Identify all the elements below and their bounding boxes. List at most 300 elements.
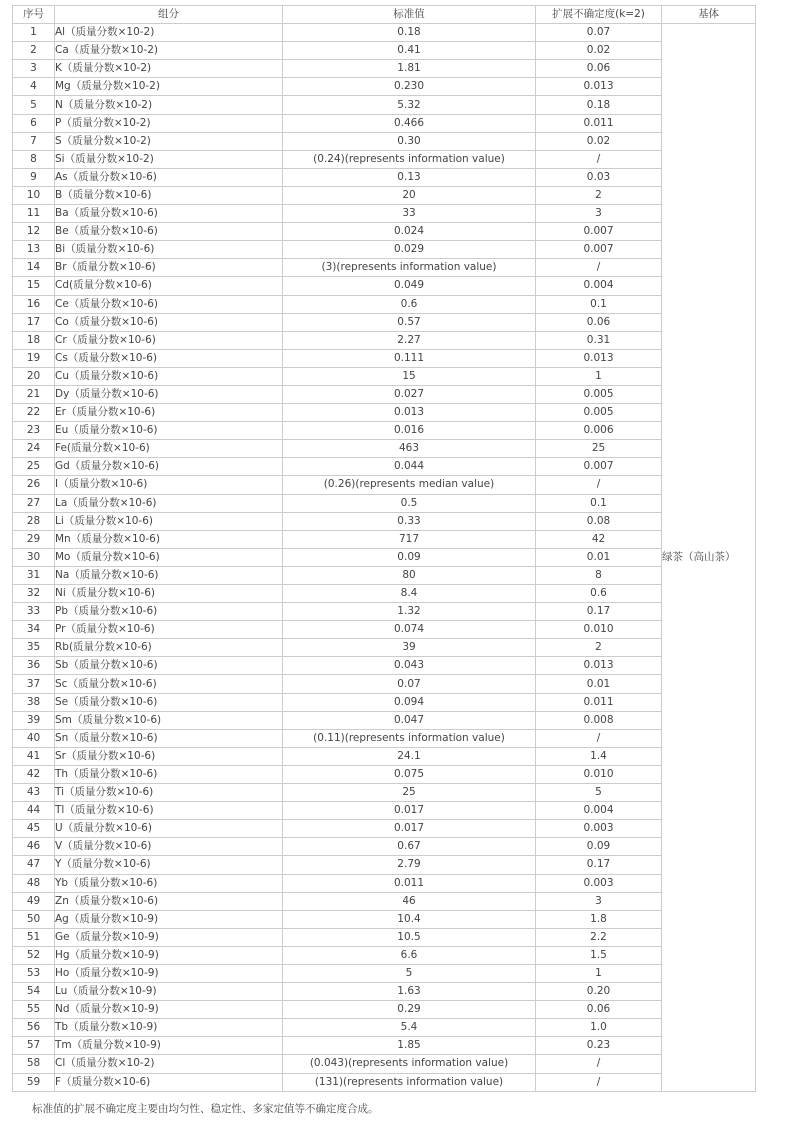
table-row: [13, 530, 756, 548]
row-expanded-uncertainty: 0.010: [536, 621, 662, 639]
table-row: [13, 60, 756, 78]
row-expanded-uncertainty: 0.03: [536, 168, 662, 186]
row-index: 27: [13, 494, 55, 512]
row-expanded-uncertainty: /: [536, 150, 662, 168]
table-row: [13, 114, 756, 132]
row-component: Fe(质量分数×10-6): [55, 440, 283, 458]
row-standard-value: 0.074: [283, 621, 536, 639]
row-index: 4: [13, 78, 55, 96]
row-component: Tb（质量分数×10-9): [55, 1019, 283, 1037]
row-expanded-uncertainty: 0.02: [536, 42, 662, 60]
row-component: Cs（质量分数×10-6): [55, 349, 283, 367]
row-index: 11: [13, 205, 55, 223]
table-row: [13, 132, 756, 150]
row-expanded-uncertainty: /: [536, 259, 662, 277]
row-index: 12: [13, 223, 55, 241]
row-index: 20: [13, 367, 55, 385]
row-expanded-uncertainty: 1.8: [536, 910, 662, 928]
row-index: 29: [13, 530, 55, 548]
row-component: Mn（质量分数×10-6): [55, 530, 283, 548]
row-expanded-uncertainty: 0.6: [536, 585, 662, 603]
row-expanded-uncertainty: 0.08: [536, 512, 662, 530]
row-expanded-uncertainty: 0.31: [536, 331, 662, 349]
table-row: [13, 784, 756, 802]
row-expanded-uncertainty: 0.004: [536, 802, 662, 820]
row-standard-value: 0.466: [283, 114, 536, 132]
table-row: [13, 693, 756, 711]
row-index: 23: [13, 422, 55, 440]
row-index: 52: [13, 946, 55, 964]
table-row: [13, 765, 756, 783]
row-index: 28: [13, 512, 55, 530]
table-row: [13, 747, 756, 765]
row-component: P（质量分数×10-2): [55, 114, 283, 132]
table-row: [13, 874, 756, 892]
row-index: 36: [13, 657, 55, 675]
row-index: 25: [13, 458, 55, 476]
row-component: Sb（质量分数×10-6): [55, 657, 283, 675]
row-index: 57: [13, 1037, 55, 1055]
row-standard-value: 5.4: [283, 1019, 536, 1037]
table-row: [13, 458, 756, 476]
table-row: [13, 1055, 756, 1073]
table-row: [13, 639, 756, 657]
row-component: Hg（质量分数×10-9): [55, 946, 283, 964]
row-index: 39: [13, 711, 55, 729]
table-row: [13, 78, 756, 96]
table-row: [13, 585, 756, 603]
table-row: [13, 349, 756, 367]
row-standard-value: (131)(represents information value): [283, 1073, 536, 1091]
row-component: Dy（质量分数×10-6): [55, 385, 283, 403]
row-index: 33: [13, 603, 55, 621]
row-standard-value: (0.11)(represents information value): [283, 729, 536, 747]
table-row: [13, 494, 756, 512]
row-component: Li（质量分数×10-6): [55, 512, 283, 530]
row-expanded-uncertainty: 0.003: [536, 820, 662, 838]
table-row: [13, 566, 756, 584]
row-expanded-uncertainty: 0.1: [536, 295, 662, 313]
table-row: [13, 802, 756, 820]
header-index: 序号: [13, 6, 55, 24]
row-standard-value: 10.5: [283, 928, 536, 946]
table-row: [13, 150, 756, 168]
table-row: [13, 476, 756, 494]
row-index: 13: [13, 241, 55, 259]
row-component: K（质量分数×10-2): [55, 60, 283, 78]
row-index: 46: [13, 838, 55, 856]
row-standard-value: 0.027: [283, 385, 536, 403]
row-component: Eu（质量分数×10-6): [55, 422, 283, 440]
row-index: 51: [13, 928, 55, 946]
table-row: [13, 838, 756, 856]
row-standard-value: 2.27: [283, 331, 536, 349]
row-standard-value: 0.094: [283, 693, 536, 711]
row-standard-value: 0.044: [283, 458, 536, 476]
row-index: 45: [13, 820, 55, 838]
row-index: 48: [13, 874, 55, 892]
row-index: 44: [13, 802, 55, 820]
row-index: 7: [13, 132, 55, 150]
row-index: 49: [13, 892, 55, 910]
row-component: Ti（质量分数×10-6): [55, 784, 283, 802]
table-row: [13, 892, 756, 910]
row-component: Th（质量分数×10-6): [55, 765, 283, 783]
row-index: 1: [13, 24, 55, 42]
row-index: 30: [13, 548, 55, 566]
row-expanded-uncertainty: 0.06: [536, 60, 662, 78]
row-expanded-uncertainty: 0.007: [536, 223, 662, 241]
row-component: Ho（质量分数×10-9): [55, 964, 283, 982]
row-expanded-uncertainty: 3: [536, 205, 662, 223]
row-component: Cl（质量分数×10-2): [55, 1055, 283, 1073]
row-expanded-uncertainty: 0.02: [536, 132, 662, 150]
table-row: [13, 186, 756, 204]
row-index: 55: [13, 1001, 55, 1019]
row-expanded-uncertainty: 42: [536, 530, 662, 548]
row-standard-value: 0.18: [283, 24, 536, 42]
table-row: [13, 856, 756, 874]
row-standard-value: 6.6: [283, 946, 536, 964]
table-header-row: [13, 6, 756, 24]
header-standard-value: 标准值: [283, 6, 536, 24]
row-expanded-uncertainty: 0.07: [536, 24, 662, 42]
row-component: Tm（质量分数×10-9): [55, 1037, 283, 1055]
row-standard-value: 46: [283, 892, 536, 910]
row-expanded-uncertainty: 2.2: [536, 928, 662, 946]
row-standard-value: 5: [283, 964, 536, 982]
row-expanded-uncertainty: 5: [536, 784, 662, 802]
row-component: Be（质量分数×10-6): [55, 223, 283, 241]
row-expanded-uncertainty: 2: [536, 639, 662, 657]
header-matrix: 基体: [662, 6, 756, 24]
row-standard-value: 33: [283, 205, 536, 223]
row-index: 24: [13, 440, 55, 458]
table-body: [13, 24, 756, 1092]
row-component: Si（质量分数×10-2): [55, 150, 283, 168]
row-component: Zn（质量分数×10-6): [55, 892, 283, 910]
row-expanded-uncertainty: 1.4: [536, 747, 662, 765]
row-component: Ce（质量分数×10-6): [55, 295, 283, 313]
table-row: [13, 385, 756, 403]
row-expanded-uncertainty: 1.0: [536, 1019, 662, 1037]
row-standard-value: 0.09: [283, 548, 536, 566]
row-expanded-uncertainty: 0.01: [536, 548, 662, 566]
table-row: [13, 259, 756, 277]
row-standard-value: 2.79: [283, 856, 536, 874]
row-standard-value: 1.32: [283, 603, 536, 621]
row-expanded-uncertainty: 0.23: [536, 1037, 662, 1055]
row-standard-value: 0.013: [283, 404, 536, 422]
row-expanded-uncertainty: 0.01: [536, 675, 662, 693]
table-row: [13, 205, 756, 223]
row-standard-value: 0.047: [283, 711, 536, 729]
row-component: B（质量分数×10-6): [55, 186, 283, 204]
row-index: 37: [13, 675, 55, 693]
row-standard-value: 8.4: [283, 585, 536, 603]
row-standard-value: 0.57: [283, 313, 536, 331]
table-row: [13, 1037, 756, 1055]
row-index: 17: [13, 313, 55, 331]
row-component: Ca（质量分数×10-2): [55, 42, 283, 60]
row-expanded-uncertainty: 0.010: [536, 765, 662, 783]
row-standard-value: 0.043: [283, 657, 536, 675]
row-component: Sn（质量分数×10-6): [55, 729, 283, 747]
row-expanded-uncertainty: 0.011: [536, 114, 662, 132]
row-component: Lu（质量分数×10-9): [55, 983, 283, 1001]
row-expanded-uncertainty: 0.005: [536, 404, 662, 422]
table-row: [13, 422, 756, 440]
table-row: [13, 404, 756, 422]
row-expanded-uncertainty: 25: [536, 440, 662, 458]
table-row: [13, 928, 756, 946]
table-row: [13, 42, 756, 60]
row-component: V（质量分数×10-6): [55, 838, 283, 856]
row-component: Cd(质量分数×10-6): [55, 277, 283, 295]
row-index: 22: [13, 404, 55, 422]
row-standard-value: 20: [283, 186, 536, 204]
row-standard-value: 10.4: [283, 910, 536, 928]
row-index: 42: [13, 765, 55, 783]
row-component: Er（质量分数×10-6): [55, 404, 283, 422]
row-standard-value: 0.017: [283, 802, 536, 820]
row-standard-value: 24.1: [283, 747, 536, 765]
row-standard-value: 0.017: [283, 820, 536, 838]
row-index: 26: [13, 476, 55, 494]
row-component: Cu（质量分数×10-6): [55, 367, 283, 385]
row-standard-value: 15: [283, 367, 536, 385]
row-index: 54: [13, 983, 55, 1001]
table-row: [13, 1001, 756, 1019]
row-index: 5: [13, 96, 55, 114]
row-component: Pb（质量分数×10-6): [55, 603, 283, 621]
table-row: [13, 548, 756, 566]
row-index: 40: [13, 729, 55, 747]
table-row: [13, 675, 756, 693]
table-row: [13, 729, 756, 747]
row-standard-value: 0.29: [283, 1001, 536, 1019]
row-standard-value: 0.07: [283, 675, 536, 693]
row-index: 16: [13, 295, 55, 313]
row-component: U（质量分数×10-6): [55, 820, 283, 838]
row-component: Y（质量分数×10-6): [55, 856, 283, 874]
row-component: Mg（质量分数×10-2): [55, 78, 283, 96]
row-component: Bi（质量分数×10-6): [55, 241, 283, 259]
row-standard-value: 39: [283, 639, 536, 657]
row-component: N（质量分数×10-2): [55, 96, 283, 114]
row-standard-value: 0.111: [283, 349, 536, 367]
row-standard-value: (0.26)(represents median value): [283, 476, 536, 494]
row-index: 47: [13, 856, 55, 874]
table-row: [13, 983, 756, 1001]
row-component: F（质量分数×10-6): [55, 1073, 283, 1091]
row-standard-value: 80: [283, 566, 536, 584]
row-expanded-uncertainty: /: [536, 729, 662, 747]
row-expanded-uncertainty: 0.17: [536, 603, 662, 621]
row-expanded-uncertainty: /: [536, 476, 662, 494]
row-index: 34: [13, 621, 55, 639]
table-row: [13, 168, 756, 186]
row-standard-value: 0.6: [283, 295, 536, 313]
table-row: [13, 910, 756, 928]
row-expanded-uncertainty: 0.008: [536, 711, 662, 729]
reference-values-table: [12, 5, 756, 1092]
header-component: 组分: [55, 6, 283, 24]
row-component: S（质量分数×10-2): [55, 132, 283, 150]
row-standard-value: 0.33: [283, 512, 536, 530]
footnote: 标准值的扩展不确定度主要由均匀性、稳定性、多家定值等不确定度合成。: [32, 1103, 379, 1115]
row-component: Yb（质量分数×10-6): [55, 874, 283, 892]
table-row: [13, 96, 756, 114]
row-expanded-uncertainty: 0.06: [536, 1001, 662, 1019]
table-row: [13, 657, 756, 675]
row-standard-value: 463: [283, 440, 536, 458]
row-index: 21: [13, 385, 55, 403]
row-expanded-uncertainty: 1: [536, 964, 662, 982]
row-expanded-uncertainty: 3: [536, 892, 662, 910]
table-row: [13, 621, 756, 639]
row-component: Nd（质量分数×10-9): [55, 1001, 283, 1019]
row-index: 56: [13, 1019, 55, 1037]
row-standard-value: (3)(represents information value): [283, 259, 536, 277]
row-component: Al（质量分数×10-2): [55, 24, 283, 42]
row-index: 19: [13, 349, 55, 367]
row-expanded-uncertainty: 2: [536, 186, 662, 204]
row-standard-value: 5.32: [283, 96, 536, 114]
table-row: [13, 820, 756, 838]
row-component: Ba（质量分数×10-6): [55, 205, 283, 223]
table-row: [13, 367, 756, 385]
row-standard-value: 1.63: [283, 983, 536, 1001]
row-component: Rb(质量分数×10-6): [55, 639, 283, 657]
row-index: 3: [13, 60, 55, 78]
row-expanded-uncertainty: 0.013: [536, 349, 662, 367]
table-row: [13, 946, 756, 964]
row-index: 53: [13, 964, 55, 982]
row-standard-value: (0.24)(represents information value): [283, 150, 536, 168]
row-standard-value: 0.049: [283, 277, 536, 295]
row-component: Br（质量分数×10-6): [55, 259, 283, 277]
table-row: [13, 313, 756, 331]
row-index: 58: [13, 1055, 55, 1073]
row-expanded-uncertainty: 0.004: [536, 277, 662, 295]
row-component: Sr（质量分数×10-6): [55, 747, 283, 765]
table-row: [13, 223, 756, 241]
row-index: 32: [13, 585, 55, 603]
row-index: 2: [13, 42, 55, 60]
row-index: 10: [13, 186, 55, 204]
row-component: Cr（质量分数×10-6): [55, 331, 283, 349]
row-expanded-uncertainty: /: [536, 1073, 662, 1091]
table-row: [13, 1073, 756, 1091]
table-row: [13, 295, 756, 313]
table-row: [13, 603, 756, 621]
row-component: Na（质量分数×10-6): [55, 566, 283, 584]
row-expanded-uncertainty: 0.003: [536, 874, 662, 892]
row-standard-value: 0.13: [283, 168, 536, 186]
row-expanded-uncertainty: 0.007: [536, 241, 662, 259]
row-index: 35: [13, 639, 55, 657]
row-expanded-uncertainty: 0.09: [536, 838, 662, 856]
row-component: Tl（质量分数×10-6): [55, 802, 283, 820]
row-standard-value: 0.016: [283, 422, 536, 440]
row-standard-value: 0.075: [283, 765, 536, 783]
row-expanded-uncertainty: 0.005: [536, 385, 662, 403]
row-expanded-uncertainty: 1: [536, 367, 662, 385]
table-row: [13, 440, 756, 458]
row-index: 8: [13, 150, 55, 168]
row-standard-value: (0.043)(represents information value): [283, 1055, 536, 1073]
row-expanded-uncertainty: 0.007: [536, 458, 662, 476]
table-row: [13, 711, 756, 729]
row-standard-value: 0.029: [283, 241, 536, 259]
matrix-cell: 绿茶（高山茶）: [662, 24, 756, 1092]
row-component: As（质量分数×10-6): [55, 168, 283, 186]
table-row: [13, 241, 756, 259]
row-standard-value: 1.81: [283, 60, 536, 78]
row-standard-value: 0.5: [283, 494, 536, 512]
row-expanded-uncertainty: 1.5: [536, 946, 662, 964]
row-component: Ag（质量分数×10-9): [55, 910, 283, 928]
row-index: 59: [13, 1073, 55, 1091]
row-expanded-uncertainty: 8: [536, 566, 662, 584]
row-standard-value: 0.011: [283, 874, 536, 892]
row-index: 14: [13, 259, 55, 277]
row-expanded-uncertainty: 0.013: [536, 657, 662, 675]
row-index: 6: [13, 114, 55, 132]
row-component: Se（质量分数×10-6): [55, 693, 283, 711]
row-component: Ge（质量分数×10-9): [55, 928, 283, 946]
row-index: 43: [13, 784, 55, 802]
row-component: I（质量分数×10-6): [55, 476, 283, 494]
row-component: Ni（质量分数×10-6): [55, 585, 283, 603]
row-expanded-uncertainty: 0.006: [536, 422, 662, 440]
row-index: 31: [13, 566, 55, 584]
row-component: Pr（质量分数×10-6): [55, 621, 283, 639]
row-standard-value: 717: [283, 530, 536, 548]
row-standard-value: 0.024: [283, 223, 536, 241]
table-row: [13, 1019, 756, 1037]
row-expanded-uncertainty: /: [536, 1055, 662, 1073]
row-expanded-uncertainty: 0.17: [536, 856, 662, 874]
row-index: 50: [13, 910, 55, 928]
table-row: [13, 24, 756, 42]
table-row: [13, 277, 756, 295]
row-standard-value: 0.41: [283, 42, 536, 60]
table-row: [13, 964, 756, 982]
row-component: Co（质量分数×10-6): [55, 313, 283, 331]
row-standard-value: 0.67: [283, 838, 536, 856]
row-index: 15: [13, 277, 55, 295]
row-expanded-uncertainty: 0.013: [536, 78, 662, 96]
row-expanded-uncertainty: 0.1: [536, 494, 662, 512]
row-standard-value: 0.30: [283, 132, 536, 150]
row-standard-value: 1.85: [283, 1037, 536, 1055]
row-expanded-uncertainty: 0.18: [536, 96, 662, 114]
row-component: Gd（质量分数×10-6): [55, 458, 283, 476]
header-expanded-uncertainty: 扩展不确定度(k=2): [536, 6, 662, 24]
row-index: 9: [13, 168, 55, 186]
row-standard-value: 25: [283, 784, 536, 802]
row-component: Mo（质量分数×10-6): [55, 548, 283, 566]
row-expanded-uncertainty: 0.20: [536, 983, 662, 1001]
row-standard-value: 0.230: [283, 78, 536, 96]
row-index: 18: [13, 331, 55, 349]
row-component: Sm（质量分数×10-6): [55, 711, 283, 729]
row-expanded-uncertainty: 0.011: [536, 693, 662, 711]
row-index: 41: [13, 747, 55, 765]
table-row: [13, 512, 756, 530]
